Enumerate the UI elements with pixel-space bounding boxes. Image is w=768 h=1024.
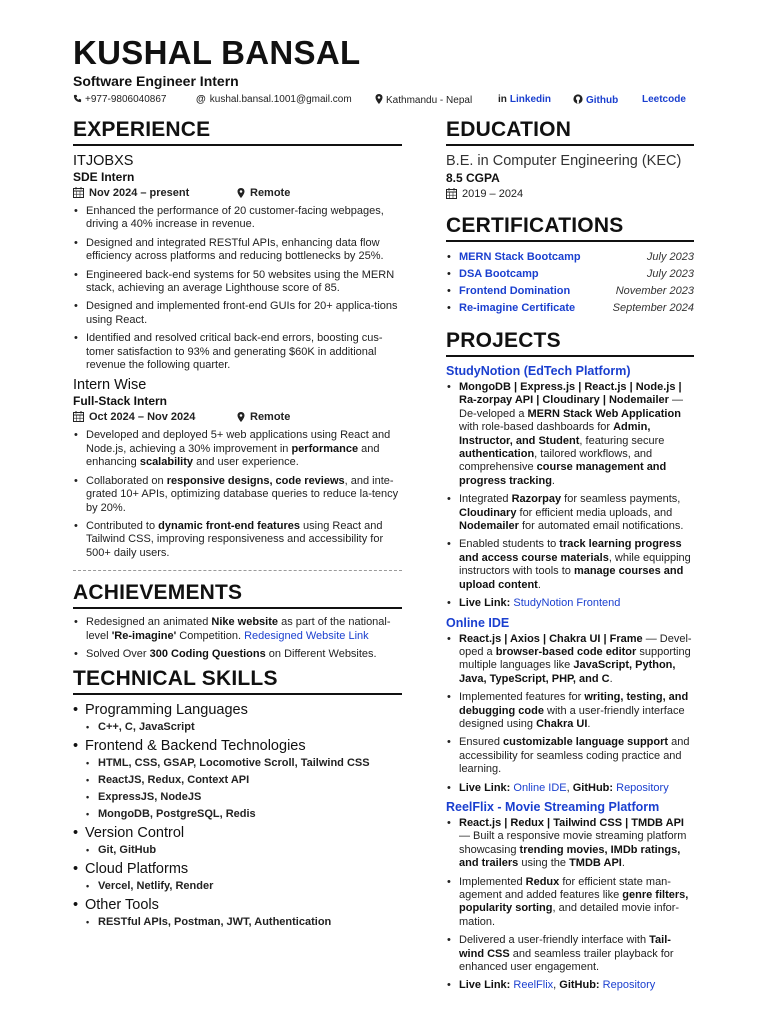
achievements-list <box>73 616 402 661</box>
list-item: • Contributed to dynamic front-end features using React and Tailwind CSS, improving responsiveness and accessibility for 500+ daily users. <box>73 520 402 560</box>
phone-contact[interactable] <box>73 94 166 105</box>
certification-item <box>446 268 694 285</box>
list-item: • Live Link: Online IDE, GitHub: Repository <box>446 782 694 795</box>
candidate-name: KUSHAL BANSAL <box>73 34 361 71</box>
certification-link[interactable]: MERN Stack Bootcamp <box>459 251 581 263</box>
certification-link[interactable]: Frontend Domination <box>459 285 571 297</box>
leetcode-text: Leetcode <box>642 94 686 105</box>
skill-category: • Other Tools <box>73 897 402 913</box>
experience-entry <box>73 153 402 372</box>
skill-category: • Version Control <box>73 825 402 841</box>
skill-category: • Cloud Platforms <box>73 861 402 877</box>
project-entry <box>446 800 694 993</box>
location-text: Kathmandu - Nepal <box>386 95 473 106</box>
experience-heading: EXPERIENCE <box>73 118 402 146</box>
certifications-list <box>446 251 694 319</box>
experience-meta <box>73 187 402 201</box>
experience-dates: Nov 2024 – present <box>89 187 190 199</box>
skill-items: • Git, GitHub <box>73 843 402 858</box>
certification-date: July 2023 <box>646 251 694 263</box>
list-item: • Engineered back-end systems for 50 websites using the MERN stack, achieving an average Lighthouse score of 85. <box>73 269 402 296</box>
education-dates-row <box>446 188 694 200</box>
certification-item <box>446 285 694 302</box>
skills-list <box>73 702 402 930</box>
list-item: • Delivered a user-friendly interface with Tail-wind CSS and seamless trailer playback for enhanced user engagement. <box>446 934 694 974</box>
calendar-icon <box>73 187 84 198</box>
skill-items: • ExpressJS, NodeJS <box>73 790 402 805</box>
linkedin-link[interactable] <box>498 94 551 105</box>
list-item: • Identified and resolved critical back-end errors, boosting cus-tomer satisfaction to 93% and generating $60K in additional revenue the following quarter. <box>73 332 402 372</box>
project-title[interactable]: ReelFlix - Movie Streaming Platform <box>446 799 660 814</box>
calendar-icon <box>73 411 84 422</box>
phone-icon <box>73 94 82 103</box>
project-bullets <box>446 817 694 993</box>
redesigned-website-link[interactable]: Redesigned Website Link <box>244 629 369 642</box>
list-item: • Enhanced the performance of 20 customer-facing webpages, driving a 40% increase in revenue. <box>73 205 402 232</box>
project-entry <box>446 364 694 611</box>
experience-org: ITJOBXS <box>73 153 134 169</box>
right-column <box>446 118 694 998</box>
studynotion-link[interactable]: StudyNotion Frontend <box>513 597 621 610</box>
email-contact[interactable] <box>196 94 352 105</box>
list-item: • Redesigned an animated Nike website as part of the national-level 'Re-imagine' Competition. Redesigned Website Link <box>73 616 402 643</box>
list-item: • React.js | Redux | Tailwind CSS | TMDB API — Built a responsive movie streaming platform showcasing trending movies, IMDb ratings, and trailers using the TMDB API. <box>446 817 694 871</box>
list-item: • Live Link: ReelFlix, GitHub: Repository <box>446 979 694 992</box>
experience-bullets <box>73 205 402 372</box>
github-text: Github <box>586 95 619 106</box>
certification-date: November 2023 <box>615 285 694 297</box>
list-item: • Designed and implemented front-end GUIs for 20+ applica-tions using React. <box>73 300 402 327</box>
reelflix-link[interactable]: ReelFlix <box>513 979 554 992</box>
skill-category: • Programming Languages <box>73 702 402 718</box>
section-divider <box>73 570 402 571</box>
experience-location: Remote <box>250 187 291 199</box>
list-item: • Integrated Razorpay for seamless payments, Cloudinary for efficient media uploads, and Nodemailer for automated email notifications. <box>446 493 694 533</box>
list-item: • Implemented Redux for efficient state man-agement and added features like genre filters, popularity sorting, and detailed movie infor-mation. <box>446 876 694 930</box>
project-bullets <box>446 381 694 611</box>
list-item: • MongoDB | Express.js | React.js | Node.js | Ra-zorpay API | Cloudinary | Nodemailer — De-veloped a MERN Stack Web Application with role-based dashboards for Admin, Instructor, and Student, featuring secure authentication, tailored workflows, and comprehensive course management and progress tracking. <box>446 381 694 488</box>
at-icon: @ <box>196 94 206 105</box>
linkedin-icon: in <box>498 94 507 105</box>
project-title[interactable]: StudyNotion (EdTech Platform) <box>446 364 631 378</box>
project-entry <box>446 616 694 795</box>
location-icon <box>237 412 245 422</box>
list-item: • Implemented features for writing, testing, and debugging code with a user-friendly interface designed using Chakra UI. <box>446 691 694 731</box>
list-item: • Designed and integrated RESTful APIs, enhancing data flow efficiency across platforms and reducing bottlenecks by 25%. <box>73 237 402 264</box>
email-text: kushal.bansal.1001@gmail.com <box>209 94 352 105</box>
certification-date: September 2024 <box>612 302 694 314</box>
contact-bar <box>73 94 693 108</box>
experience-org: Intern Wise <box>73 377 147 394</box>
education-degree: B.E. in Computer Engineering (KEC) <box>446 153 682 169</box>
achievements-heading: ACHIEVEMENTS <box>73 581 402 609</box>
skills-heading: TECHNICAL SKILLS <box>73 667 402 695</box>
education-cgpa: 8.5 CGPA <box>446 171 500 185</box>
skill-items: • Vercel, Netlify, Render <box>73 879 402 894</box>
linkedin-text: Linkedin <box>509 94 552 105</box>
list-item: • Live Link: StudyNotion Frontend <box>446 597 694 610</box>
phone-text: +977-9806040867 <box>85 94 167 105</box>
project-bullets <box>446 633 694 795</box>
certification-item <box>446 302 694 319</box>
experience-bullets <box>73 429 402 560</box>
candidate-title: Software Engineer Intern <box>73 73 239 89</box>
experience-location: Remote <box>250 411 291 424</box>
skill-items: • RESTful APIs, Postman, JWT, Authentication <box>73 915 402 930</box>
skill-items: • MongoDB, PostgreSQL, Redis <box>73 807 402 822</box>
experience-role: SDE Intern <box>73 170 135 184</box>
online-ide-repo-link[interactable]: Repository <box>616 781 669 794</box>
skill-items: • ReactJS, Redux, Context API <box>73 773 402 788</box>
certification-link[interactable]: Re-imagine Certificate <box>459 302 576 314</box>
list-item: • Developed and deployed 5+ web applications using React and Node.js, achieving a 30% improvement in performance and enhancing scalability and user experience. <box>73 429 402 469</box>
location-icon <box>237 188 245 198</box>
skill-category: • Frontend & Backend Technologies <box>73 738 402 754</box>
reelflix-repo-link[interactable]: Repository <box>602 979 656 992</box>
location-icon <box>375 94 383 104</box>
online-ide-link[interactable]: Online IDE <box>513 781 567 794</box>
calendar-icon <box>446 188 457 199</box>
list-item: • Solved Over 300 Coding Questions on Different Websites. <box>73 648 402 661</box>
experience-dates: Oct 2024 – Nov 2024 <box>89 411 196 424</box>
left-column <box>73 118 402 930</box>
list-item: • Ensured customizable language support and accessibility for seamless coding practice and learning. <box>446 736 694 776</box>
education-heading: EDUCATION <box>446 118 694 146</box>
location-contact <box>375 94 472 106</box>
experience-meta <box>73 411 402 425</box>
education-dates: 2019 – 2024 <box>462 188 524 200</box>
experience-role: Full-Stack Intern <box>73 394 168 409</box>
certification-link[interactable]: DSA Bootcamp <box>459 268 539 280</box>
certification-item <box>446 251 694 268</box>
projects-heading: PROJECTS <box>446 329 694 357</box>
project-title[interactable]: Online IDE <box>446 615 510 630</box>
list-item: • Collaborated on responsive designs, code reviews, and inte-grated 10+ APIs, optimizing database queries to reduce la-tency by 20%. <box>73 475 402 515</box>
list-item: • React.js | Axios | Chakra UI | Frame — Devel-oped a browser-based code editor supporting multiple languages like JavaScript, Python, Java, TypeScript, PHP, and C. <box>446 633 694 687</box>
skill-items: • C++, C, JavaScript <box>73 720 402 735</box>
skill-items: • HTML, CSS, GSAP, Locomotive Scroll, Tailwind CSS <box>73 756 402 771</box>
github-icon <box>573 94 583 104</box>
leetcode-link[interactable] <box>642 94 686 105</box>
certification-date: July 2023 <box>646 268 694 280</box>
certifications-heading: CERTIFICATIONS <box>446 214 694 242</box>
github-link[interactable] <box>573 94 618 106</box>
list-item: • Enabled students to track learning progress and access course materials, while equipping instructors with tools to manage courses and upload content. <box>446 538 694 592</box>
experience-entry <box>73 377 402 560</box>
